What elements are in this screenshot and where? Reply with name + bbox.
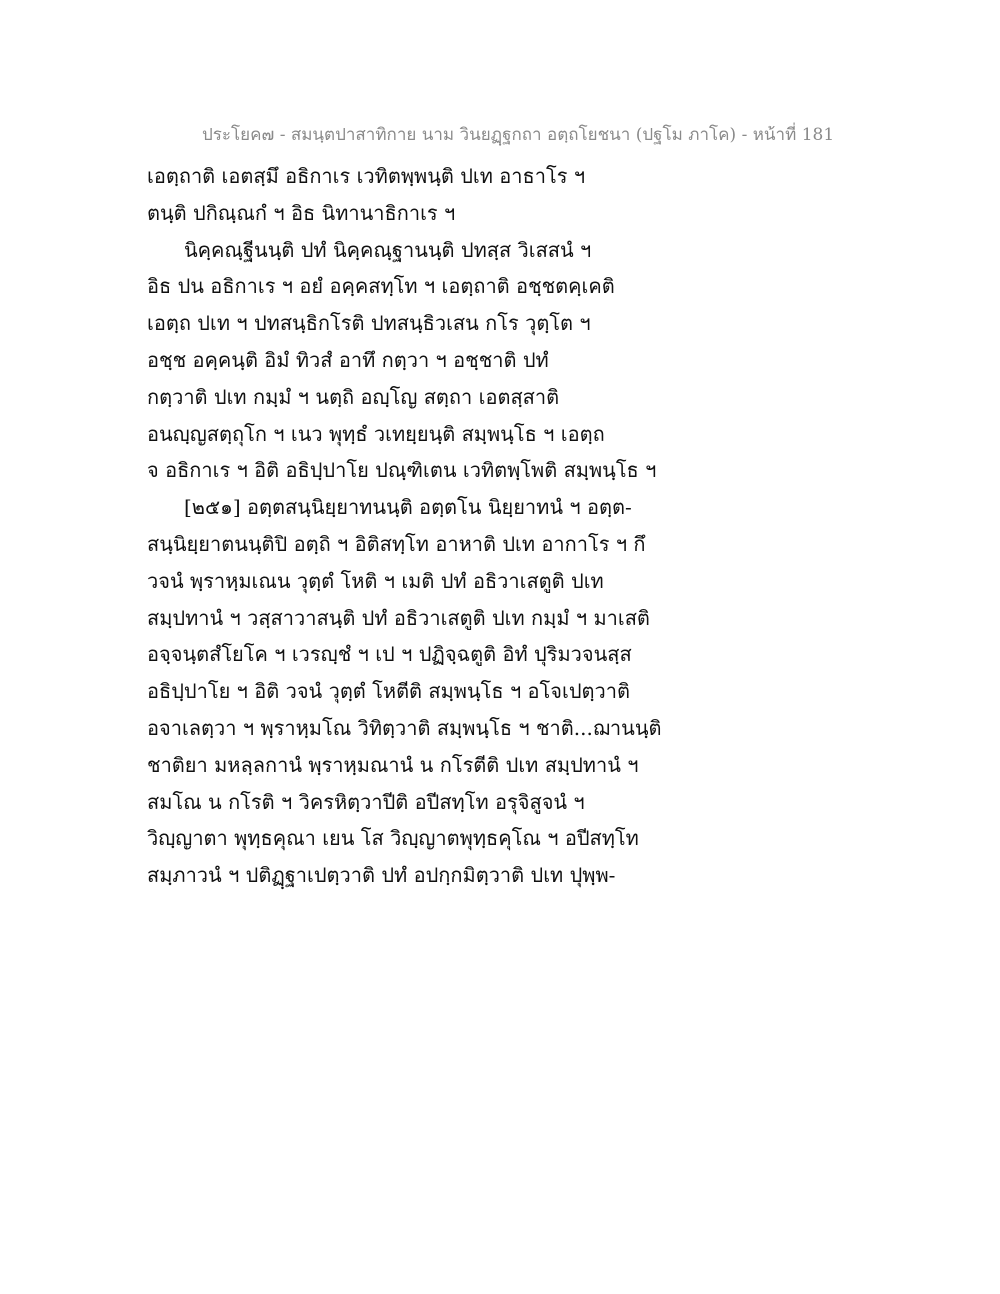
text-line: จ อธิกาเร ฯ อิติ อธิปฺปาโย ปณฺฑิเตน เวทิตพฺโพติ สมฺพนฺโธ ฯ — [147, 458, 657, 483]
text-line: อชฺช อคฺคนฺติ อิมํ ทิวสํ อาทึ กตฺวา ฯ อชฺชาติ ปทํ — [147, 347, 549, 372]
text-line: อธิปฺปาโย ฯ อิติ วจนํ วุตฺตํ โหตีติ สมฺพนฺโธ ฯ อโจเปตฺวาติ — [147, 679, 630, 704]
paragraph-start-line: นิคฺคณฺฐีนนฺติ ปทํ นิคฺคณฺฐานนฺติ ปทสฺส วิเสสนํ ฯ — [184, 237, 592, 262]
text-line: วจนํ พฺราหฺมเณน วุตฺตํ โหติ ฯ เมติ ปทํ อธิวาเสตูติ ปเท — [147, 568, 604, 593]
text-line: เอตฺถาติ เอตสฺมึ อธิกาเร เวทิตพฺพนฺติ ปเท อาธาโร ฯ — [147, 164, 586, 188]
text-line: อนญฺญสตฺถุโก ฯ เนว พุทฺธํ วเทยฺยนฺติ สมฺพนฺโธ ฯ เอตฺถ — [147, 421, 605, 446]
text-line: ตนฺติ ปกิณฺณกํ ฯ อิธ นิทานาธิกาเร ฯ — [147, 200, 456, 225]
text-line: สนฺนิยฺยาตนนฺติปิ อตฺถิ ฯ อิติสทฺโท อาหาติ ปเท อากาโร ฯ กึ — [147, 531, 646, 556]
text-line: กตฺวาติ ปเท กมฺมํ ฯ นตฺถิ อญฺโญ สตฺถา เอตสฺสาติ — [147, 384, 560, 409]
body-text — [147, 158, 707, 894]
running-header: ประโยค๗ - สมนฺตปาสาทิกาย นาม วินยฏฺฐกถา อตฺถโยชนา (ปฐโม ภาโค) - หน้าที่ 181 — [202, 125, 835, 145]
text-line: เอตฺถ ปเท ฯ ปทสนฺธิกโรติ ปทสนฺธิวเสน กโร วุตฺโต ฯ — [147, 311, 591, 336]
text-line: อิธ ปน อธิกาเร ฯ อยํ อคฺคสทฺโท ฯ เอตฺถาติ อชฺชตคฺเคติ — [147, 274, 615, 299]
text-line: สมฺภาวนํ ฯ ปติฏฺฐาเปตฺวาติ ปทํ อปกฺกมิตฺวาติ ปเท ปุพฺพ- — [147, 863, 616, 888]
text-line: อจฺจนฺตสํโยโค ฯ เวรญฺชํ ฯ เป ฯ ปฏิจฺฉตูติ อิทํ ปุริมวจนสฺส — [147, 642, 632, 667]
text-line: อจาเลตฺวา ฯ พฺราหฺมโณ วิทิตฺวาติ สมฺพนฺโธ ฯ ชาติ...ฌานนฺติ — [147, 715, 662, 740]
text-line: วิญฺญาตา พุทฺธคุณา เยน โส วิญฺญาตพุทฺธคุโณ ฯ อปีสทฺโท — [147, 826, 639, 851]
text-line: สมโณ น กโรติ ฯ วิครหิตฺวาปีติ อปีสทฺโท อรุจิสูจนํ ฯ — [147, 789, 585, 814]
text-line: สมฺปทานํ ฯ วสฺสาวาสนฺติ ปทํ อธิวาเสตูติ ปเท กมฺมํ ฯ มาเสติ — [147, 605, 650, 630]
paragraph-start-line: [๒๕๑] อตฺตสนฺนิยฺยาทนนฺติ อตฺตโน นิยฺยาทนํ ฯ อตฺต- — [184, 495, 632, 520]
text-line: ชาติยา มหลฺลกานํ พฺราหฺมณานํ น กโรตีติ ปเท สมฺปทานํ ฯ — [147, 752, 639, 777]
